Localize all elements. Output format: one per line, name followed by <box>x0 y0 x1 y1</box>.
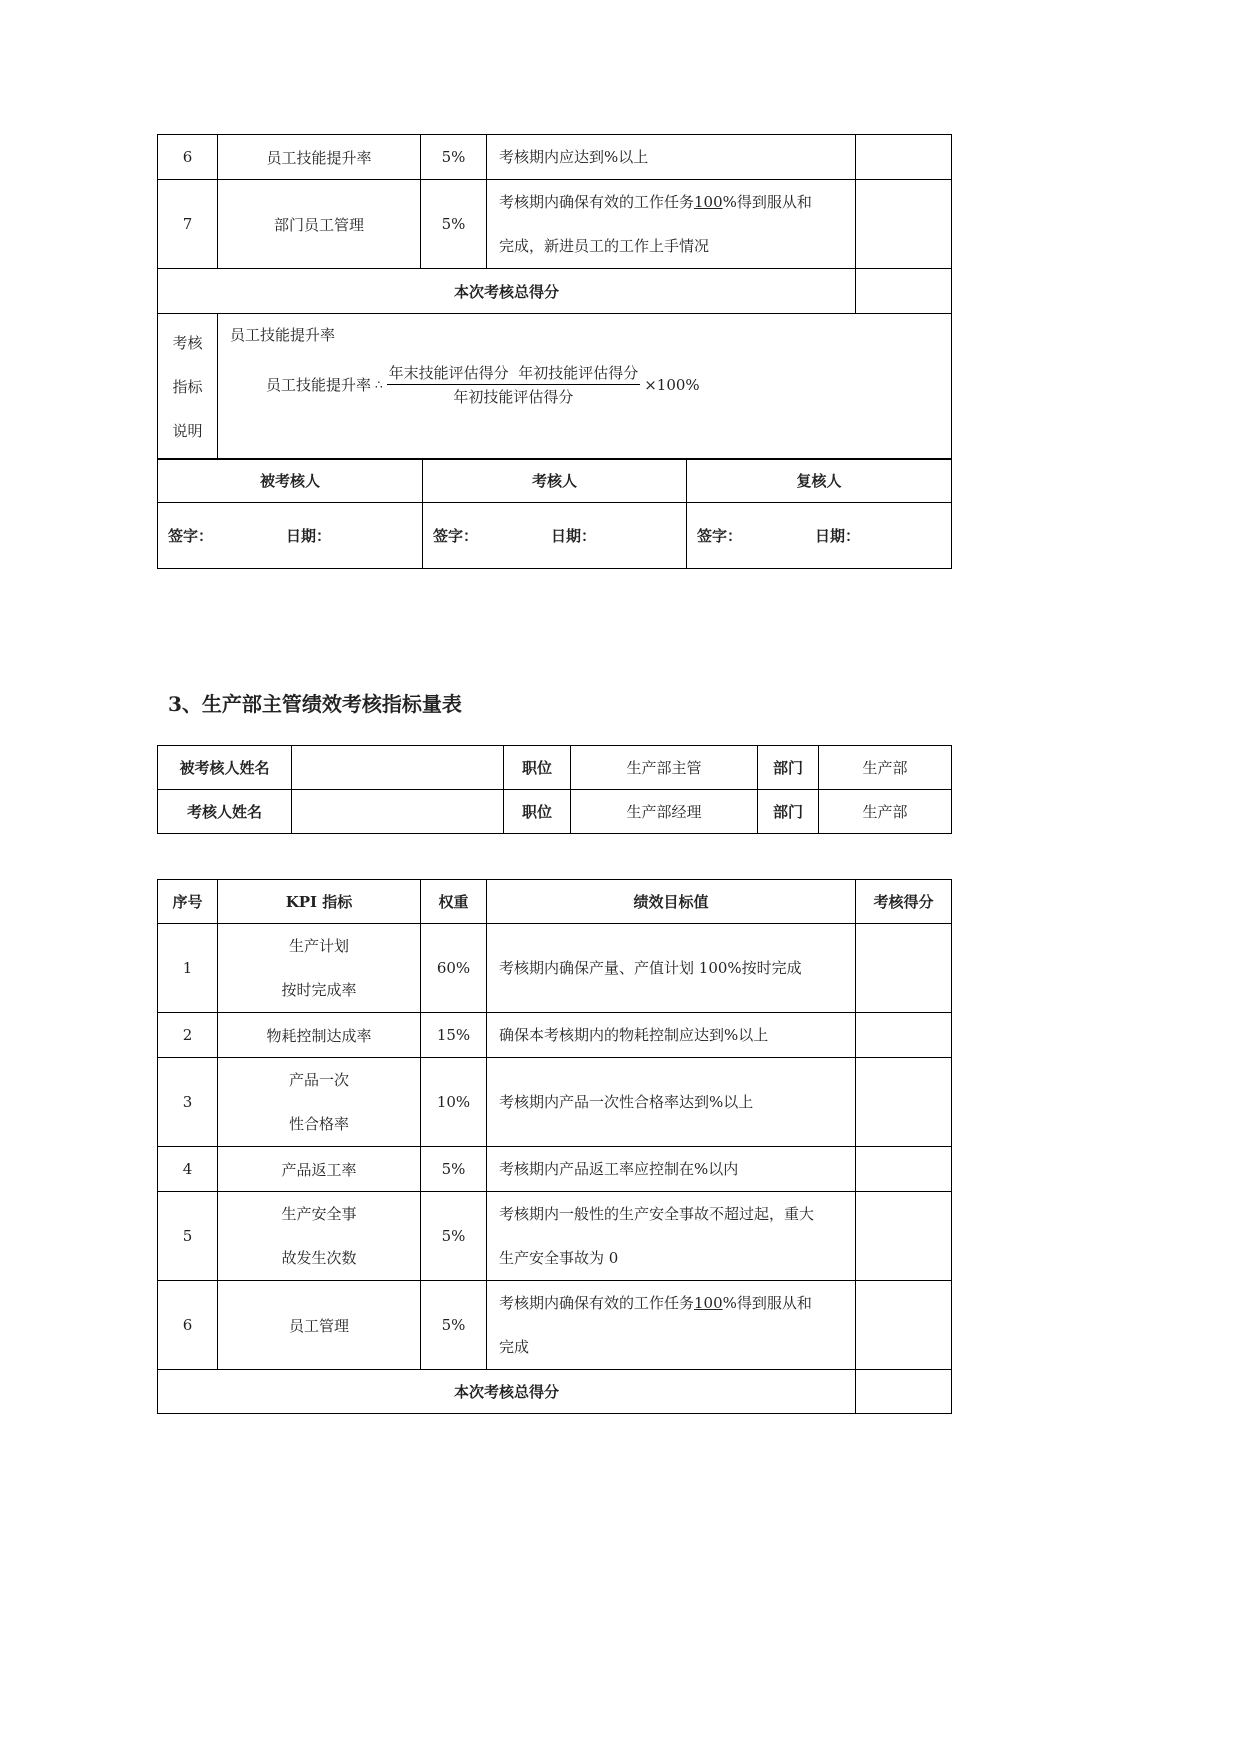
kpi-name: 员工技能提升率 <box>218 135 421 180</box>
kpi-name-line: 产品一次 <box>288 1071 349 1089</box>
assessor-name-label: 考核人姓名 <box>158 790 292 834</box>
formula-eq: ∴ <box>375 377 383 392</box>
explain-row <box>158 314 952 460</box>
formula-tail: ×100% <box>644 375 700 394</box>
score-cell[interactable] <box>856 924 952 1013</box>
table-row <box>158 1192 952 1281</box>
target-text: %得到服从和 <box>722 193 812 211</box>
header-weight: 权重 <box>421 880 487 924</box>
kpi-weight: 5% <box>421 1281 487 1370</box>
assessor-name-field[interactable] <box>292 790 504 834</box>
kpi-weight: 5% <box>421 135 487 180</box>
header-no: 序号 <box>158 880 218 924</box>
target-text: 考核期内一般性的生产安全事故不超过起，重大 <box>499 1205 815 1223</box>
target-underlined: 100 <box>694 1294 723 1312</box>
formula <box>266 362 700 407</box>
target-text: 生产安全事故为 0 <box>499 1249 619 1267</box>
score-cell[interactable] <box>856 1058 952 1147</box>
kpi-name: 部门员工管理 <box>218 180 421 269</box>
kpi-weight: 60% <box>421 924 487 1013</box>
kpi-name <box>218 1058 421 1147</box>
table-row <box>158 135 952 180</box>
score-cell[interactable] <box>856 1192 952 1281</box>
score-cell[interactable] <box>856 1281 952 1370</box>
kpi-target: 考核期内确保产量、产值计划 100%按时完成 <box>487 924 856 1013</box>
explain-content <box>218 314 952 460</box>
formula-name: 员工技能提升率 <box>230 326 336 344</box>
table-row <box>158 1058 952 1147</box>
kpi-name-line: 生产计划 <box>288 937 349 955</box>
department-label: 部门 <box>758 746 819 790</box>
kpi-name-line: 故发生次数 <box>281 1249 357 1267</box>
header-target: 绩效目标值 <box>487 880 856 924</box>
kpi-target: 考核期内产品返工率应控制在%以内 <box>487 1147 856 1192</box>
kpi-weight: 15% <box>421 1013 487 1058</box>
kpi-target <box>487 1281 856 1370</box>
kpi-continuation-table <box>157 134 952 460</box>
kpi-target: 确保本考核期内的物耗控制应达到%以上 <box>487 1013 856 1058</box>
target-text: 完成，新进员工的工作上手情况 <box>499 237 710 255</box>
formula-lhs: 员工技能提升率 <box>266 376 372 394</box>
formula-numerator: 年末技能评估得分 年初技能评估得分 <box>387 362 641 385</box>
kpi-weight: 5% <box>421 180 487 269</box>
kpi-target <box>487 1192 856 1281</box>
score-cell[interactable] <box>856 1147 952 1192</box>
date-label: 日期： <box>286 527 332 545</box>
info-table <box>157 745 952 834</box>
table-row <box>158 746 952 790</box>
kpi-header-row <box>158 880 952 924</box>
explain-label <box>158 314 218 460</box>
kpi-name <box>218 1192 421 1281</box>
total-row <box>158 269 952 314</box>
formula-denominator: 年初技能评估得分 <box>453 388 574 406</box>
assessee-name-label: 被考核人姓名 <box>158 746 292 790</box>
row-number: 4 <box>158 1147 218 1192</box>
total-row <box>158 1370 952 1414</box>
date-label: 日期： <box>551 527 597 545</box>
kpi-target: 考核期内产品一次性合格率达到%以上 <box>487 1058 856 1147</box>
header-kpi: KPI 指标 <box>218 880 421 924</box>
kpi-name: 产品返工率 <box>218 1147 421 1192</box>
department-value: 生产部 <box>819 790 952 834</box>
position-label: 职位 <box>504 746 571 790</box>
table-row <box>158 1281 952 1370</box>
kpi-name-line: 生产安全事 <box>281 1205 357 1223</box>
total-score-cell[interactable] <box>856 269 952 314</box>
kpi-name-line: 按时完成率 <box>281 981 357 999</box>
assessor-sign-cell[interactable] <box>423 503 687 569</box>
signature-row <box>158 503 952 569</box>
target-underlined: 100 <box>694 193 723 211</box>
reviewer-header: 复核人 <box>687 459 952 503</box>
position-label: 职位 <box>504 790 571 834</box>
total-score-cell[interactable] <box>856 1370 952 1414</box>
table-row <box>158 1147 952 1192</box>
kpi-weight: 5% <box>421 1192 487 1281</box>
target-text: 完成 <box>499 1338 530 1356</box>
assessee-header: 被考核人 <box>158 459 423 503</box>
kpi-weight: 5% <box>421 1147 487 1192</box>
table-row <box>158 790 952 834</box>
explain-label-line: 说明 <box>172 421 203 440</box>
assessee-name-field[interactable] <box>292 746 504 790</box>
signature-header-row <box>158 459 952 503</box>
position-value: 生产部经理 <box>571 790 758 834</box>
target-text: 考核期内确保有效的工作任务 <box>499 193 695 211</box>
kpi-name <box>218 924 421 1013</box>
assessee-sign-cell[interactable] <box>158 503 423 569</box>
sign-label: 签字： <box>433 527 479 545</box>
department-label: 部门 <box>758 790 819 834</box>
score-cell[interactable] <box>856 135 952 180</box>
reviewer-sign-cell[interactable] <box>687 503 952 569</box>
signature-table <box>157 458 952 569</box>
row-number: 6 <box>158 135 218 180</box>
date-label: 日期： <box>815 527 861 545</box>
table-row <box>158 1013 952 1058</box>
explain-label-line: 考核 <box>172 333 203 352</box>
target-text: 考核期内确保有效的工作任务 <box>499 1294 695 1312</box>
assessor-header: 考核人 <box>423 459 687 503</box>
row-number: 5 <box>158 1192 218 1281</box>
position-value: 生产部主管 <box>571 746 758 790</box>
formula-fraction <box>387 362 641 407</box>
score-cell[interactable] <box>856 1013 952 1058</box>
sign-label: 签字： <box>168 527 214 545</box>
row-number: 2 <box>158 1013 218 1058</box>
score-cell[interactable] <box>856 180 952 269</box>
table-row <box>158 180 952 269</box>
target-text: %得到服从和 <box>722 1294 812 1312</box>
kpi-target <box>487 180 856 269</box>
section-title: 3、生产部主管绩效考核指标量表 <box>168 692 462 716</box>
row-number: 7 <box>158 180 218 269</box>
kpi-weight: 10% <box>421 1058 487 1147</box>
kpi-name-line: 性合格率 <box>288 1115 349 1133</box>
kpi-name: 物耗控制达成率 <box>218 1013 421 1058</box>
row-number: 1 <box>158 924 218 1013</box>
kpi-table <box>157 879 952 1414</box>
table-row <box>158 924 952 1013</box>
row-number: 3 <box>158 1058 218 1147</box>
total-score-label: 本次考核总得分 <box>158 269 856 314</box>
total-score-label: 本次考核总得分 <box>158 1370 856 1414</box>
department-value: 生产部 <box>819 746 952 790</box>
kpi-target: 考核期内应达到%以上 <box>487 135 856 180</box>
explain-label-line: 指标 <box>172 377 203 396</box>
kpi-name: 员工管理 <box>218 1281 421 1370</box>
row-number: 6 <box>158 1281 218 1370</box>
sign-label: 签字： <box>697 527 743 545</box>
header-score: 考核得分 <box>856 880 952 924</box>
